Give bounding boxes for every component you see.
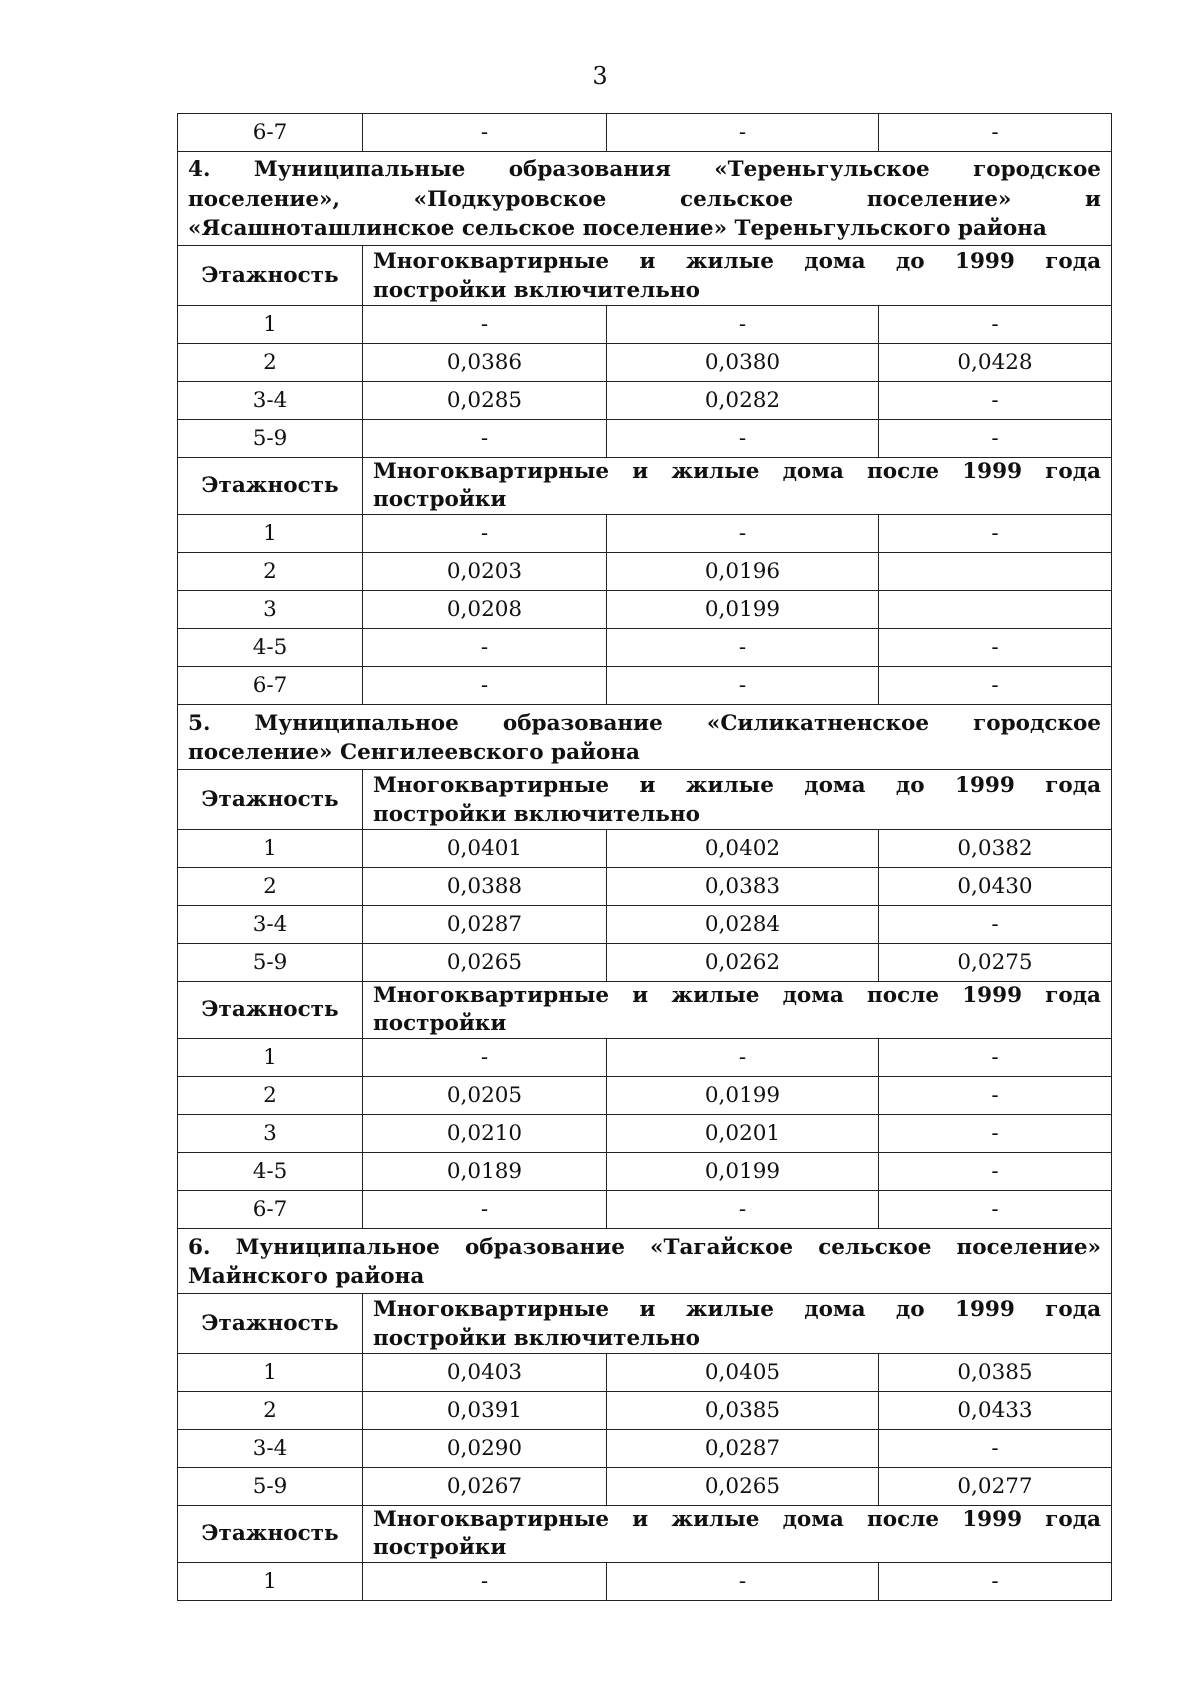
table-row xyxy=(178,868,1112,906)
value-cell: 0,0284 xyxy=(607,906,879,944)
value-cell: 0,0285 xyxy=(363,382,607,420)
value-cell: 0,0385 xyxy=(607,1392,879,1430)
value-cell: - xyxy=(879,306,1112,344)
value-cell: - xyxy=(879,420,1112,458)
value-cell: 0,0287 xyxy=(607,1430,879,1468)
value-cell: 0,0265 xyxy=(607,1468,879,1506)
value-cell: - xyxy=(363,515,607,553)
floors-header: Этажность xyxy=(178,982,363,1039)
table-row xyxy=(178,420,1112,458)
value-cell: - xyxy=(879,515,1112,553)
value-cell: 0,0433 xyxy=(879,1392,1112,1430)
table-row xyxy=(178,382,1112,420)
table-row xyxy=(178,1039,1112,1077)
floors-header: Этажность xyxy=(178,458,363,515)
value-cell: 0,0199 xyxy=(607,1153,879,1191)
floors-cell: 1 xyxy=(178,306,363,344)
value-cell: 0,0380 xyxy=(607,344,879,382)
value-cell: 0,0275 xyxy=(879,944,1112,982)
block-header xyxy=(178,458,1112,515)
table-row xyxy=(178,1392,1112,1430)
page-number: 3 xyxy=(592,62,608,90)
value-cell xyxy=(879,591,1112,629)
value-cell: 0,0189 xyxy=(363,1153,607,1191)
floors-cell: 3 xyxy=(178,591,363,629)
value-cell: - xyxy=(363,1563,607,1601)
value-cell: - xyxy=(607,515,879,553)
floors-cell: 3-4 xyxy=(178,1430,363,1468)
floors-cell: 6-7 xyxy=(178,114,363,152)
value-cell: 0,0403 xyxy=(363,1354,607,1392)
value-cell: 0,0287 xyxy=(363,906,607,944)
floors-cell: 1 xyxy=(178,830,363,868)
building-period-label: Многоквартирные и жилые дома после 1999 года постройки xyxy=(363,458,1112,515)
value-cell: 0,0201 xyxy=(607,1115,879,1153)
value-cell: 0,0401 xyxy=(363,830,607,868)
section-title: 5. Муниципальное образование «Силикатненское городское поселение» Сенгилеевского района xyxy=(178,705,1112,770)
value-cell: - xyxy=(879,382,1112,420)
building-period-label: Многоквартирные и жилые дома до 1999 года постройки включительно xyxy=(363,1294,1112,1354)
value-cell: 0,0428 xyxy=(879,344,1112,382)
value-cell: 0,0210 xyxy=(363,1115,607,1153)
block-header xyxy=(178,982,1112,1039)
section-title: 6. Муниципальное образование «Тагайское сельское поселение» Майнского района xyxy=(178,1229,1112,1294)
value-cell: 0,0208 xyxy=(363,591,607,629)
table-row xyxy=(178,553,1112,591)
value-cell: - xyxy=(879,1191,1112,1229)
value-cell: - xyxy=(363,667,607,705)
value-cell: 0,0402 xyxy=(607,830,879,868)
section-title: 4. Муниципальные образования «Тереньгульское городское поселение», «Подкуровское сельское поселение» и «Ясашноташлинское сельское поселение» Тереньгульского района xyxy=(178,152,1112,246)
value-cell: - xyxy=(607,1039,879,1077)
floors-header: Этажность xyxy=(178,770,363,830)
floors-cell: 5-9 xyxy=(178,1468,363,1506)
floors-cell: 3-4 xyxy=(178,382,363,420)
table-row xyxy=(178,830,1112,868)
floors-cell: 1 xyxy=(178,1039,363,1077)
table-row xyxy=(178,1430,1112,1468)
floors-cell: 1 xyxy=(178,1563,363,1601)
floors-cell: 5-9 xyxy=(178,944,363,982)
floors-cell: 3 xyxy=(178,1115,363,1153)
value-cell: - xyxy=(879,1039,1112,1077)
value-cell: 0,0405 xyxy=(607,1354,879,1392)
value-cell: 0,0262 xyxy=(607,944,879,982)
floors-header: Этажность xyxy=(178,1506,363,1563)
block-header xyxy=(178,1294,1112,1354)
value-cell: - xyxy=(607,420,879,458)
value-cell: 0,0290 xyxy=(363,1430,607,1468)
section-header xyxy=(178,1229,1112,1294)
floors-cell: 2 xyxy=(178,344,363,382)
floors-header: Этажность xyxy=(178,246,363,306)
value-cell: - xyxy=(879,1430,1112,1468)
value-cell: - xyxy=(879,1115,1112,1153)
floors-cell: 2 xyxy=(178,1392,363,1430)
block-header xyxy=(178,1506,1112,1563)
value-cell: - xyxy=(879,1153,1112,1191)
floors-cell: 1 xyxy=(178,515,363,553)
value-cell: - xyxy=(363,420,607,458)
value-cell: - xyxy=(363,629,607,667)
value-cell: - xyxy=(879,629,1112,667)
floors-cell: 3-4 xyxy=(178,906,363,944)
value-cell: - xyxy=(607,629,879,667)
value-cell: 0,0383 xyxy=(607,868,879,906)
value-cell: - xyxy=(607,114,879,152)
table-row xyxy=(178,306,1112,344)
table-row xyxy=(178,906,1112,944)
table-row xyxy=(178,667,1112,705)
value-cell: - xyxy=(363,306,607,344)
value-cell: 0,0203 xyxy=(363,553,607,591)
value-cell: - xyxy=(879,1077,1112,1115)
table-row xyxy=(178,1153,1112,1191)
floors-cell: 2 xyxy=(178,553,363,591)
value-cell: 0,0391 xyxy=(363,1392,607,1430)
floors-cell: 5-9 xyxy=(178,420,363,458)
table-row xyxy=(178,591,1112,629)
section-header xyxy=(178,152,1112,246)
value-cell xyxy=(879,553,1112,591)
value-cell: 0,0385 xyxy=(879,1354,1112,1392)
table-row xyxy=(178,344,1112,382)
table-row xyxy=(178,629,1112,667)
value-cell: 0,0282 xyxy=(607,382,879,420)
building-period-label: Многоквартирные и жилые дома после 1999 года постройки xyxy=(363,982,1112,1039)
building-period-label: Многоквартирные и жилые дома до 1999 года постройки включительно xyxy=(363,246,1112,306)
value-cell: 0,0205 xyxy=(363,1077,607,1115)
value-cell: 0,0386 xyxy=(363,344,607,382)
value-cell: - xyxy=(607,667,879,705)
value-cell: 0,0382 xyxy=(879,830,1112,868)
rates-table xyxy=(177,113,1112,1601)
value-cell: 0,0277 xyxy=(879,1468,1112,1506)
table-row xyxy=(178,1354,1112,1392)
floors-cell: 2 xyxy=(178,1077,363,1115)
table-row xyxy=(178,1468,1112,1506)
value-cell: - xyxy=(607,306,879,344)
block-header xyxy=(178,770,1112,830)
value-cell: - xyxy=(363,1039,607,1077)
value-cell: - xyxy=(363,1191,607,1229)
block-header xyxy=(178,246,1112,306)
rates-table-body xyxy=(178,114,1112,1601)
value-cell: - xyxy=(363,114,607,152)
table-row xyxy=(178,1191,1112,1229)
value-cell: 0,0265 xyxy=(363,944,607,982)
table-row xyxy=(178,1563,1112,1601)
value-cell: - xyxy=(879,1563,1112,1601)
floors-cell: 4-5 xyxy=(178,1153,363,1191)
value-cell: 0,0196 xyxy=(607,553,879,591)
value-cell: 0,0267 xyxy=(363,1468,607,1506)
table-row xyxy=(178,1077,1112,1115)
table-row xyxy=(178,944,1112,982)
floors-cell: 4-5 xyxy=(178,629,363,667)
value-cell: - xyxy=(879,906,1112,944)
value-cell: - xyxy=(879,667,1112,705)
table-row xyxy=(178,1115,1112,1153)
value-cell: 0,0388 xyxy=(363,868,607,906)
value-cell: 0,0199 xyxy=(607,1077,879,1115)
value-cell: 0,0199 xyxy=(607,591,879,629)
value-cell: - xyxy=(879,114,1112,152)
section-header xyxy=(178,705,1112,770)
table-row xyxy=(178,114,1112,152)
building-period-label: Многоквартирные и жилые дома после 1999 года постройки xyxy=(363,1506,1112,1563)
floors-cell: 2 xyxy=(178,868,363,906)
floors-cell: 1 xyxy=(178,1354,363,1392)
floors-cell: 6-7 xyxy=(178,1191,363,1229)
value-cell: - xyxy=(607,1563,879,1601)
table-row xyxy=(178,515,1112,553)
floors-cell: 6-7 xyxy=(178,667,363,705)
building-period-label: Многоквартирные и жилые дома до 1999 года постройки включительно xyxy=(363,770,1112,830)
value-cell: - xyxy=(607,1191,879,1229)
value-cell: 0,0430 xyxy=(879,868,1112,906)
floors-header: Этажность xyxy=(178,1294,363,1354)
